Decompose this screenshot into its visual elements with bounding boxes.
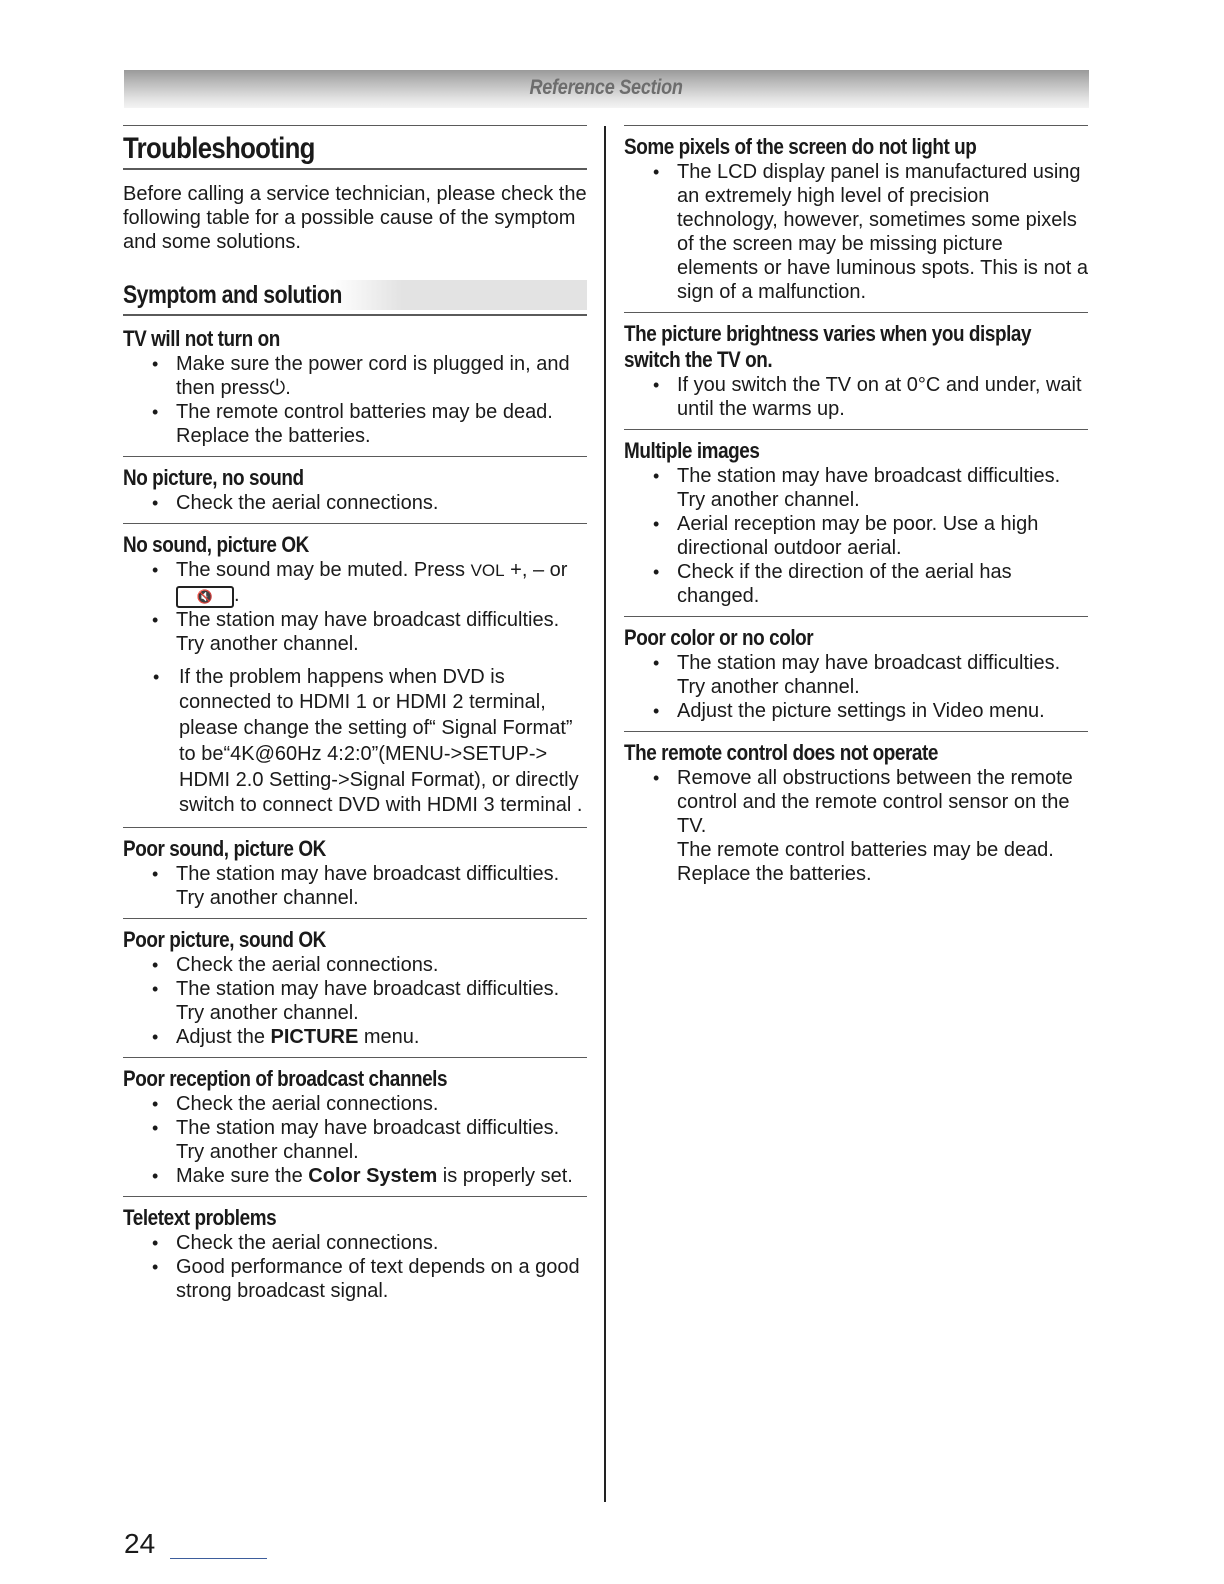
symptom-title: The picture brightness varies when you display switch the TV on. <box>624 321 1032 372</box>
symptom-title: No picture, no sound <box>123 465 304 490</box>
solution-list <box>123 862 587 910</box>
solution-text: Make sure the power cord is plugged in, and then press <box>176 353 570 399</box>
symptom-title: Some pixels of the screen do not light up <box>624 134 977 159</box>
symptom-title: Poor sound, picture OK <box>123 835 326 861</box>
symptom-title: The remote control does not operate <box>624 740 938 765</box>
solution-item <box>123 1164 587 1188</box>
title-rule <box>123 168 587 170</box>
right-column <box>624 125 1088 894</box>
solution-item <box>123 352 587 400</box>
symptom-title: No sound, picture OK <box>123 532 309 557</box>
solution-text: Adjust the <box>176 1025 271 1048</box>
solution-list <box>123 1231 587 1303</box>
page-number: 24 <box>124 1528 156 1559</box>
symptom-section <box>123 316 587 456</box>
page-title: Troubleshooting <box>123 132 315 165</box>
symptom-heading: Symptom and solution <box>123 281 342 309</box>
solution-list <box>123 352 587 448</box>
symptom-title: Poor reception of broadcast channels <box>123 1065 448 1091</box>
solution-list <box>123 1092 587 1188</box>
symptom-section <box>123 827 587 918</box>
solution-item: • Check the aerial connections. <box>123 491 587 515</box>
solution-text-end: . <box>234 584 240 606</box>
intro-paragraph: Before calling a service technician, please check the following table for a possible cause of the symptom and some solutions. <box>123 183 587 253</box>
symptom-section <box>123 1196 587 1311</box>
symptom-title: Poor color or no color <box>624 625 814 650</box>
solution-item: • Good performance of text depends on a good strong broadcast signal. <box>123 1255 587 1303</box>
symptom-title: Multiple images <box>624 438 760 463</box>
solution-item: • Check if the direction of the aerial has changed. <box>624 560 1088 608</box>
solution-item: • The station may have broadcast difficulties. Try another channel. <box>123 608 587 656</box>
symptom-title: TV will not turn on <box>123 326 280 351</box>
solution-item: • The station may have broadcast difficulties. Try another channel. <box>624 651 1088 699</box>
solution-text: Make sure the <box>176 1164 309 1187</box>
solution-item: • Adjust the picture settings in Video menu. <box>624 699 1088 723</box>
symptom-section <box>624 731 1088 894</box>
section-label: Reference Section <box>529 76 684 99</box>
solution-item: • The station may have broadcast difficulties. Try another channel. <box>123 862 587 910</box>
solution-item: • If the problem happens when DVD is connected to HDMI 1 or HDMI 2 terminal, please change the setting of“ Signal Format” to be“4K@60Hz 4:2:0”(MENU->SETUP-> HDMI 2.0 Setting->Signal Format), or directly switch to connect DVD with HDMI 3 terminal . <box>123 665 587 819</box>
column-divider <box>604 126 606 1502</box>
solution-item: • Remove all obstructions between the remote control and the remote control sensor on the TV. <box>624 766 1088 838</box>
left-column <box>123 125 587 1311</box>
solution-item: The remote control batteries may be dead. Replace the batteries. <box>677 839 1054 885</box>
mute-symbol: 🔇 <box>196 588 214 604</box>
reference-section-header <box>124 70 1089 108</box>
symptom-title: Teletext problems <box>123 1204 277 1230</box>
solution-item: • Check the aerial connections. <box>123 953 587 977</box>
power-icon: ⏻ <box>269 377 286 399</box>
symptom-title: Poor picture, sound OK <box>123 926 326 952</box>
solution-list <box>123 953 587 1049</box>
vol-key-label: VOL <box>470 561 505 580</box>
solution-item: • The station may have broadcast difficulties. Try another channel. <box>123 1116 587 1164</box>
solution-list <box>624 373 1088 421</box>
solution-item: • Check the aerial connections. <box>123 1231 587 1255</box>
solution-item <box>123 1025 587 1049</box>
solution-item <box>123 558 587 608</box>
symptom-section <box>123 1057 587 1196</box>
solution-text-end: . <box>285 377 291 399</box>
solution-item: • The LCD display panel is manufactured using an extremely high level of precision technology, however, sometimes some pixels of the screen may be missing picture elements or have luminous spots. This is not a sign of a malfunction. <box>624 160 1088 304</box>
menu-name: PICTURE <box>270 1025 359 1048</box>
solution-item: • Aerial reception may be poor. Use a high directional outdoor aerial. <box>624 512 1088 560</box>
solution-text: The sound may be muted. Press <box>176 559 471 581</box>
solution-item: • Check the aerial connections. <box>123 1092 587 1116</box>
mute-icon <box>176 586 234 608</box>
symptom-heading-band <box>123 280 587 310</box>
solution-list <box>624 766 1088 886</box>
page-number-rule <box>170 1558 267 1559</box>
solution-text: menu. <box>358 1025 420 1048</box>
solution-list <box>624 651 1088 723</box>
symptom-section <box>624 616 1088 731</box>
symptom-section <box>123 456 587 523</box>
solution-text: is properly set. <box>437 1164 573 1187</box>
solution-list <box>123 491 587 515</box>
solution-text: +, – or <box>504 559 568 581</box>
symptom-section <box>624 126 1088 312</box>
symptom-section <box>624 312 1088 429</box>
symptom-section <box>624 429 1088 616</box>
solution-item: • The station may have broadcast difficulties. Try another channel. <box>123 977 587 1025</box>
solution-item: • The station may have broadcast difficulties. Try another channel. <box>624 464 1088 512</box>
solution-item: • If you switch the TV on at 0°C and under, wait until the warms up. <box>624 373 1088 421</box>
symptom-section <box>123 918 587 1057</box>
solution-list <box>624 464 1088 608</box>
solution-item: • The remote control batteries may be dead. Replace the batteries. <box>123 400 587 448</box>
setting-name: Color System <box>308 1164 438 1187</box>
solution-list <box>624 160 1088 304</box>
symptom-section <box>123 523 587 827</box>
solution-list <box>123 558 587 819</box>
